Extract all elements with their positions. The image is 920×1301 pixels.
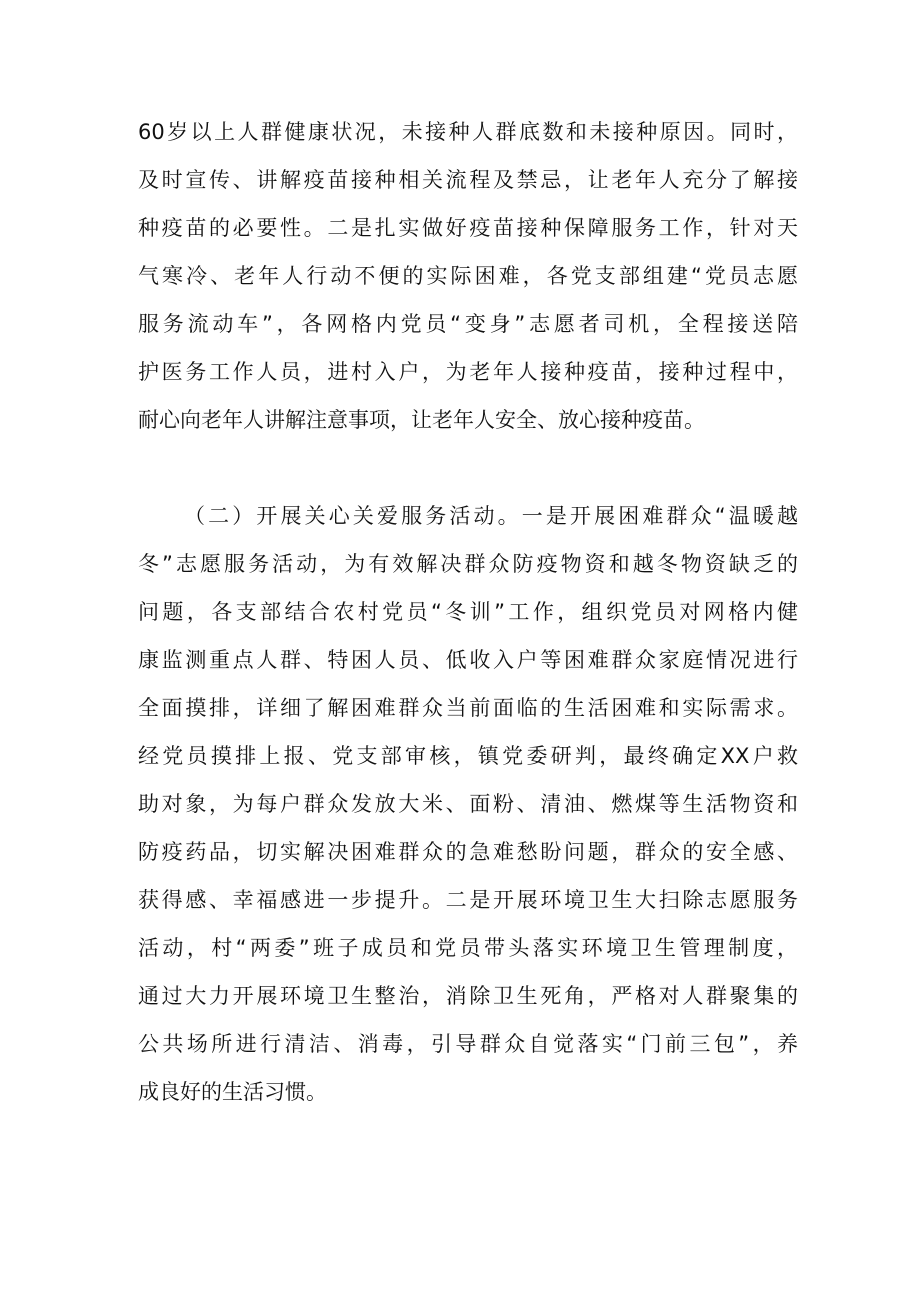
paragraph-line: 服务流动车”，各网格内党员“变身”志愿者司机，全程接送陪 [138, 312, 798, 336]
paragraph-line: 耐心向老年人讲解注意事项，让老年人安全、放心接种疫苗。 [138, 408, 705, 432]
paragraph-heading-line: （二）开展关心关爱服务活动。一是开展困难群众“温暖越 [184, 504, 798, 528]
paragraph-line: 种疫苗的必要性。二是扎实做好疫苗接种保障服务工作，针对天 [138, 216, 798, 240]
paragraph-line: 康监测重点人群、特困人员、低收入户等困难群众家庭情况进行 [138, 648, 798, 672]
paragraph-line: 护医务工作人员，进村入户，为老年人接种疫苗，接种过程中， [138, 360, 798, 384]
paragraph-line: 气寒冷、老年人行动不便的实际困难，各党支部组建“党员志愿 [138, 264, 798, 288]
paragraph-line: 60岁以上人群健康状况，未接种人群底数和未接种原因。同时， [138, 120, 798, 144]
paragraph-line: 助对象，为每户群众发放大米、面粉、清油、燃煤等生活物资和 [138, 792, 798, 816]
paragraph-line: 防疫药品，切实解决困难群众的急难愁盼问题，群众的安全感、 [138, 840, 798, 864]
paragraph-line: 获得感、幸福感进一步提升。二是开展环境卫生大扫除志愿服务 [138, 888, 798, 912]
paragraph-line: 经党员摸排上报、党支部审核，镇党委研判，最终确定XX户救 [138, 744, 798, 768]
paragraph-line: 活动，村“两委”班子成员和党员带头落实环境卫生管理制度， [138, 936, 798, 960]
paragraph-line: 及时宣传、讲解疫苗接种相关流程及禁忌，让老年人充分了解接 [138, 168, 798, 192]
paragraph-line: 通过大力开展环境卫生整治，消除卫生死角，严格对人群聚集的 [138, 984, 798, 1008]
paragraph-line: 成良好的生活习惯。 [138, 1080, 327, 1104]
paragraph-line: 问题，各支部结合农村党员“冬训”工作，组织党员对网格内健 [138, 600, 798, 624]
paragraph-line: 全面摸排，详细了解困难群众当前面临的生活困难和实际需求。 [138, 696, 798, 720]
paragraph-line: 冬”志愿服务活动，为有效解决群众防疫物资和越冬物资缺乏的 [138, 552, 798, 576]
paragraph-line: 公共场所进行清洁、消毒，引导群众自觉落实“门前三包”，养 [138, 1032, 798, 1056]
